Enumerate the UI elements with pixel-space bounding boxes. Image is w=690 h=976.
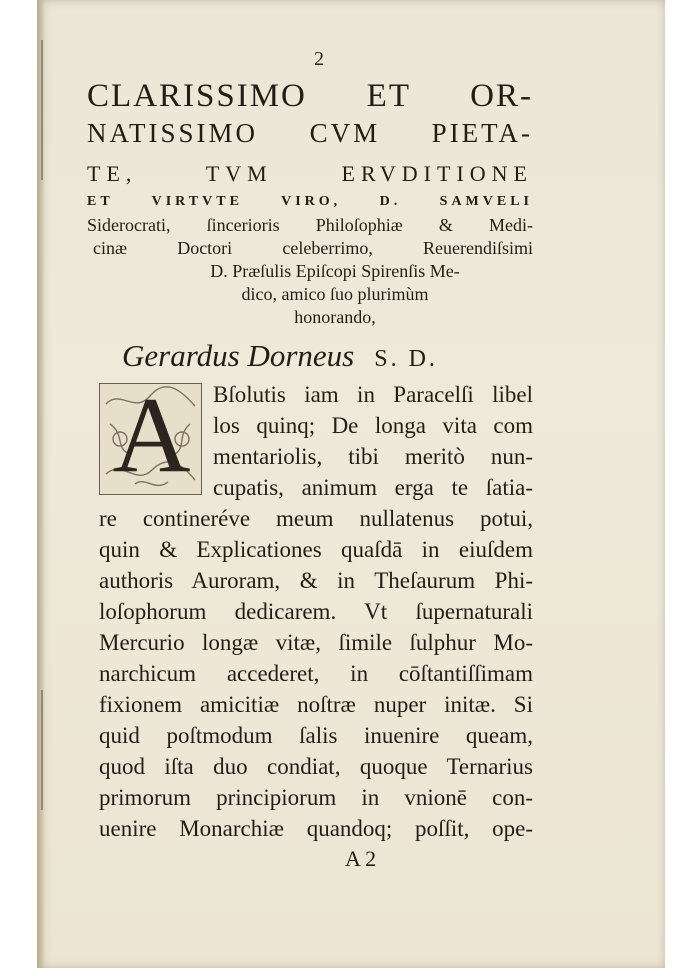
body-text-line: quod iſta duo condiat, quoque Ternarius [99, 754, 533, 779]
signature-mark: A 2 [345, 846, 377, 871]
body-text-line: fixionem amicitiæ noſtræ nuper initæ. Si [99, 692, 533, 717]
body-text-line: los quinq; De longa vita com [213, 413, 533, 438]
decorated-initial [99, 376, 202, 495]
body-text-line: re contineréve meum nullatenus potui, [99, 506, 533, 531]
body-text-line: mentariolis, tibi meritò nun- [213, 444, 533, 469]
body-text-line: loſophorum dedicarem. Vt ſupernaturali [99, 599, 533, 624]
salutation-closing: S. D. [374, 346, 438, 372]
body-text-line: narchicum accederet, in cōſtantiſſimam [99, 661, 533, 686]
dedication-heading-line: TE, TVM ERVDITIONE [87, 161, 533, 186]
book-page [37, 0, 665, 968]
margin-ink-mark [41, 40, 43, 180]
body-text-line: authoris Auroram, & in Theſaurum Phi- [99, 568, 533, 593]
body-text-line: Mercurio longæ vitæ, ſimile ſulphur Mo- [99, 630, 533, 655]
author-name: Gerardus Dorneus [122, 338, 355, 373]
dedication-heading-line: dico, amico ſuo plurimùm [241, 284, 429, 304]
dedication-heading-line: Siderocrati, ſincerioris Philoſophiæ & Medi- [87, 215, 533, 235]
dedication-heading-line: ET VIRTVTE VIRO, D. SAMVELI [87, 194, 533, 209]
dedication-heading-line: cinæ Doctori celeberrimo, Reuerendiſsimi [93, 238, 533, 258]
initial-letter: A [112, 376, 191, 495]
dedication-heading-line: CLARISSIMO ET OR- [87, 78, 533, 114]
body-text-line: quin & Explicationes quaſdā in eiuſdem [99, 537, 533, 562]
salutation [122, 338, 542, 374]
body-text-line: quid poſtmodum ſalis inuenire queam, [99, 723, 533, 748]
body-text-line: Bſolutis iam in Paracelſi libel [213, 382, 533, 407]
page-number: 2 [314, 48, 324, 70]
dedication-heading-line: D. Præſulis Epiſcopi Spirenſis Me- [210, 261, 460, 281]
body-text-line: uenire Monarchiæ quandoq; poſſit, ope- [99, 816, 533, 841]
margin-ink-mark [41, 690, 43, 810]
dedication-heading-line: NATISSIMO CVM PIETA- [87, 118, 533, 148]
body-text-line: cupatis, animum erga te ſatia- [213, 475, 533, 500]
body-text-line: primorum principiorum in vnionē con- [99, 785, 533, 810]
dedication-heading-line: honorando, [294, 307, 376, 327]
